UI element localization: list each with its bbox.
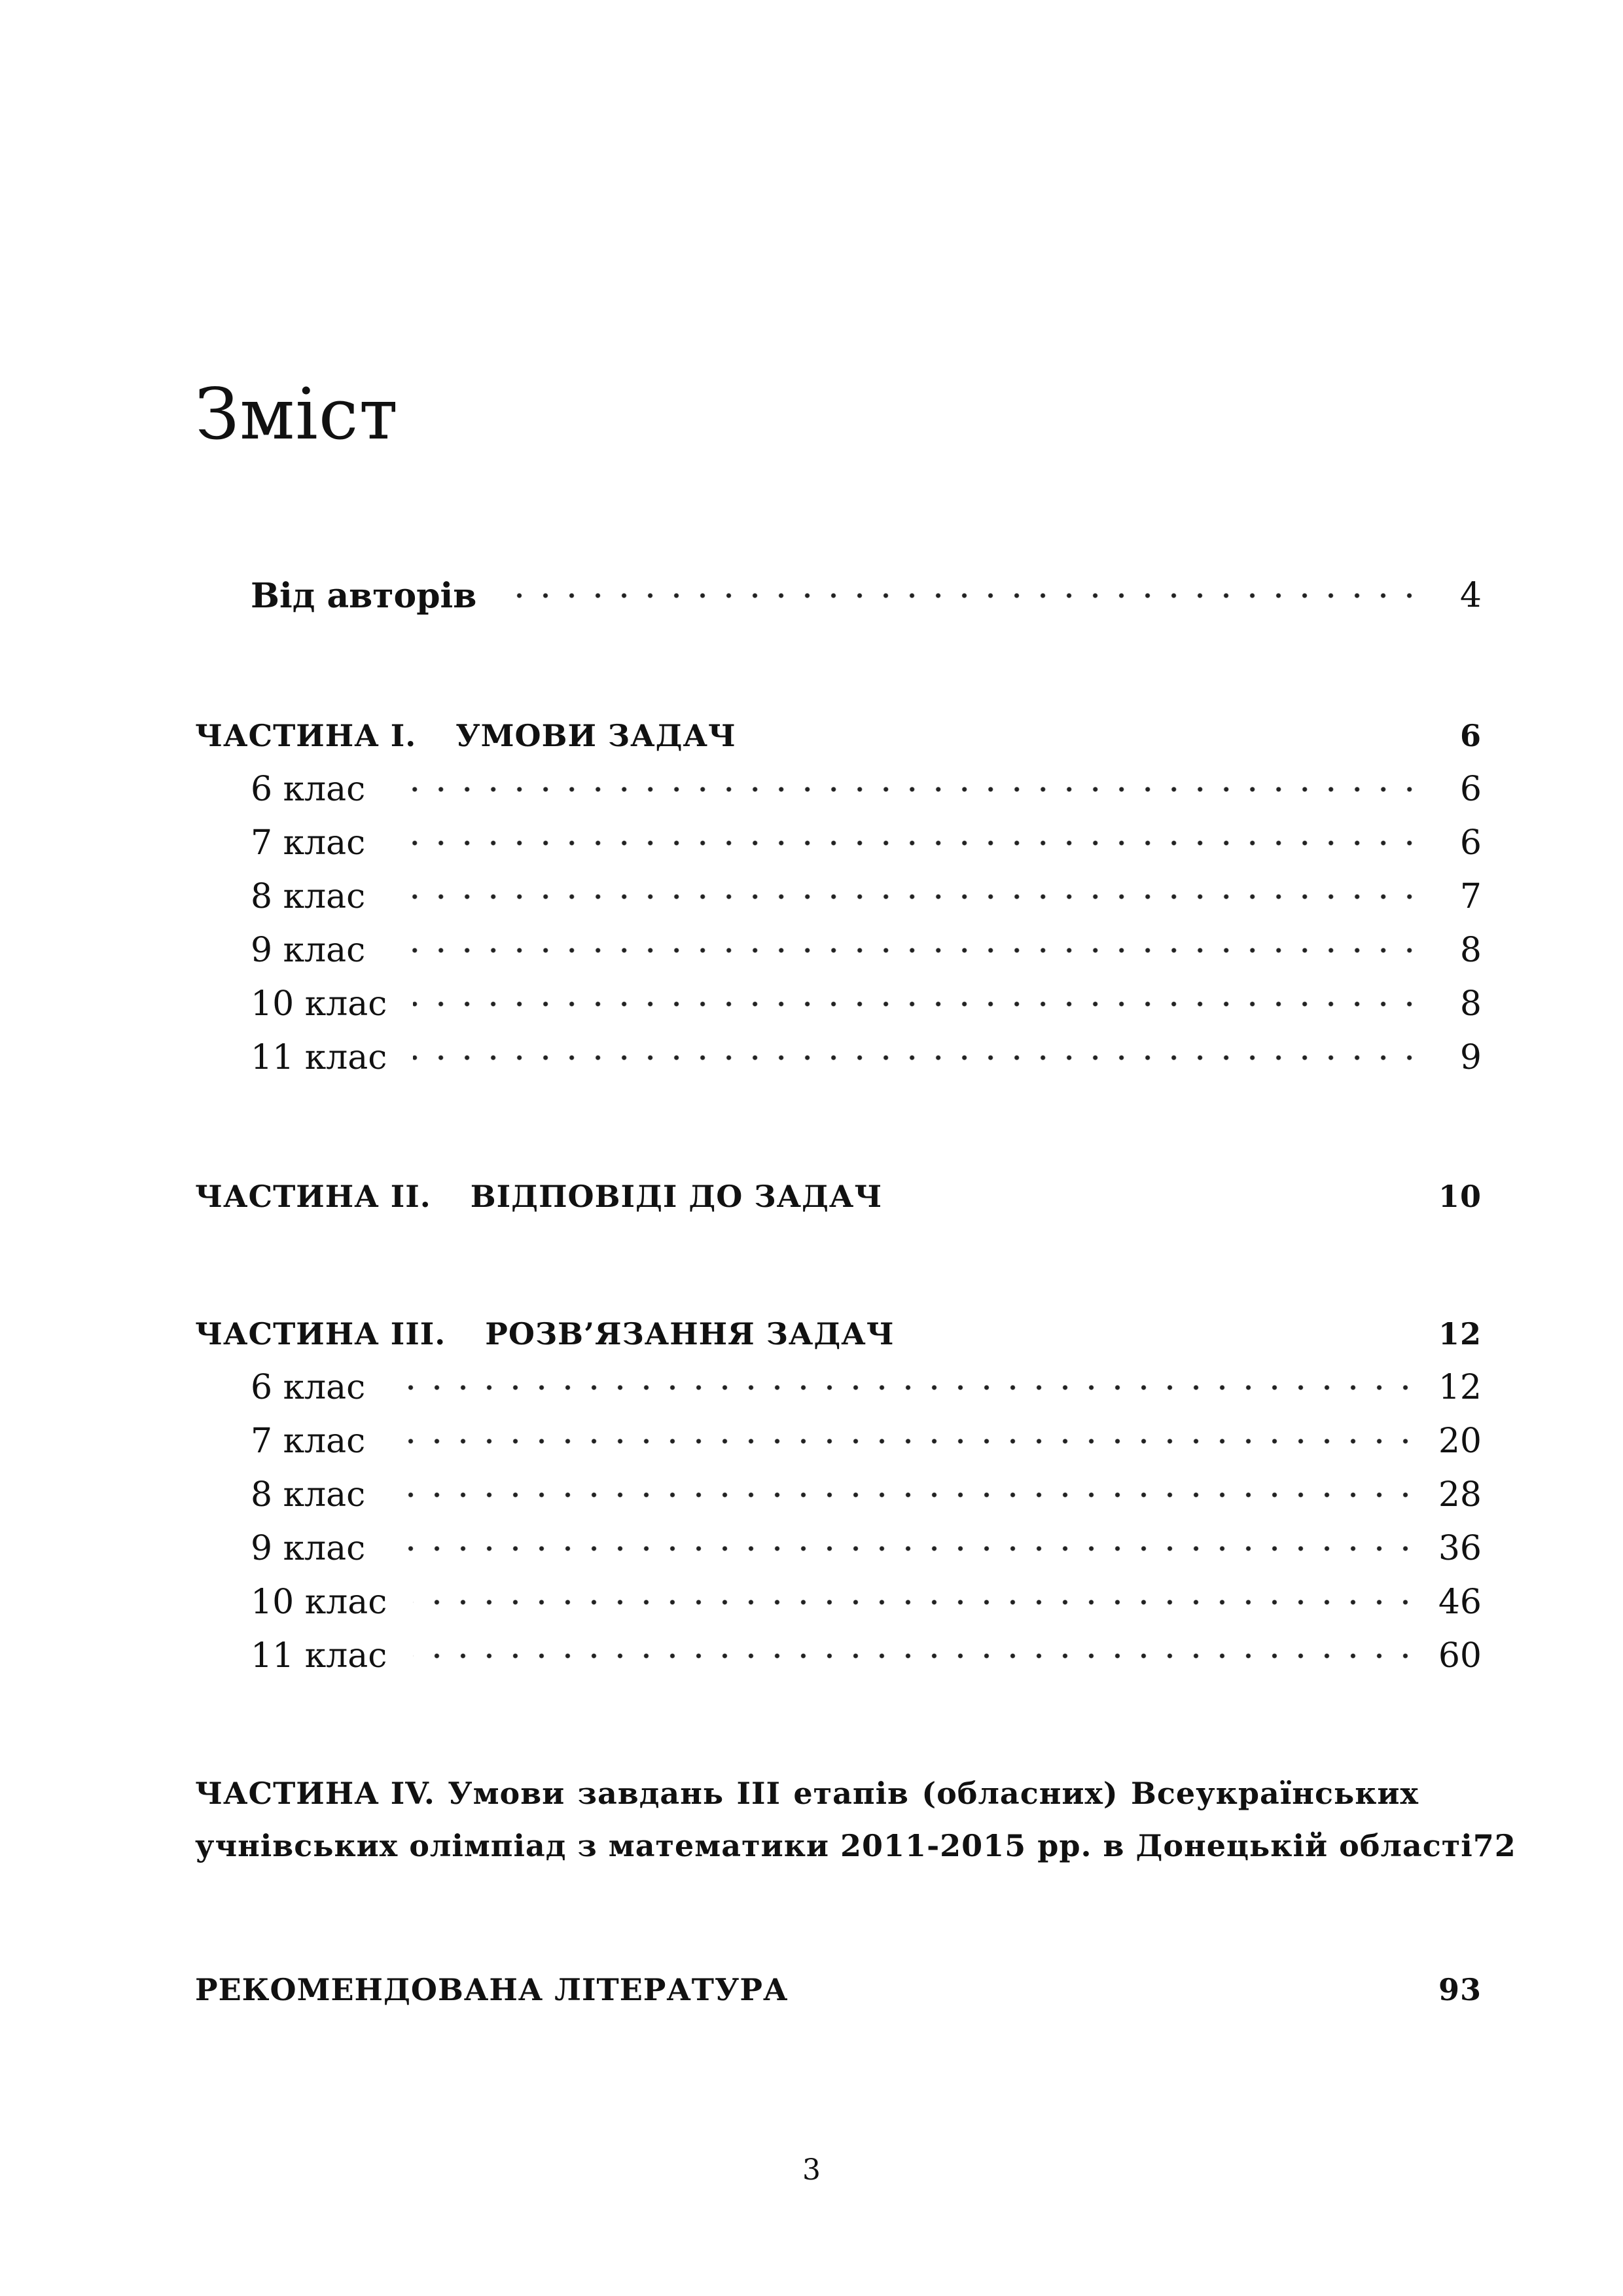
part-title-word: етапів xyxy=(793,1776,910,1811)
toc-entry-page: 6 xyxy=(1459,770,1482,809)
dot-leader xyxy=(391,941,1423,960)
part-page: 72 xyxy=(1472,1828,1516,1863)
dot-leader xyxy=(413,1048,1423,1067)
toc-entry-part1-class[interactable] xyxy=(251,978,1482,1030)
toc-entry-page: 8 xyxy=(1459,931,1482,970)
toc-entry-part3-class[interactable] xyxy=(251,1630,1482,1682)
dot-leader xyxy=(391,1485,1419,1505)
toc-entry-label: 9 клас xyxy=(251,931,366,970)
toc-literature[interactable] xyxy=(195,1964,1482,2016)
toc-entry-part3-class[interactable] xyxy=(251,1576,1482,1628)
part-page: 12 xyxy=(1438,1316,1482,1352)
toc-entry-label: 9 клас xyxy=(251,1529,366,1568)
literature-page: 93 xyxy=(1438,1972,1482,2007)
toc-entry-label: 11 клас xyxy=(251,1636,387,1676)
toc-entry-part3-class[interactable] xyxy=(251,1469,1482,1521)
dot-leader xyxy=(413,1592,1418,1612)
toc-entry-label: 7 клас xyxy=(251,823,366,863)
part-title-word: III xyxy=(736,1776,781,1811)
toc-entry-part3-class[interactable] xyxy=(251,1415,1482,1467)
dot-leader xyxy=(413,994,1423,1014)
toc-entry-page: 8 xyxy=(1459,984,1482,1024)
part-number: ЧАСТИНА III. xyxy=(195,1316,446,1352)
toc-entry-label: 6 клас xyxy=(251,770,366,809)
toc-entry-label: 10 клас xyxy=(251,1583,387,1622)
part-title: УМОВИ ЗАДАЧ xyxy=(455,718,736,753)
toc-entry-part1-class[interactable] xyxy=(251,870,1482,923)
toc-entry-page: 60 xyxy=(1438,1636,1482,1676)
part-title: РОЗВ’ЯЗАННЯ ЗАДАЧ xyxy=(485,1316,895,1352)
toc-entry-label: 7 клас xyxy=(251,1422,366,1461)
part4-second-line xyxy=(195,1820,1516,1872)
part-title-continuation: учнівських олімпіад з математики 2011-2015 рр. в Донецькій області xyxy=(195,1828,1473,1863)
toc-entry-part1-class[interactable] xyxy=(251,817,1482,869)
toc-title: Зміст xyxy=(195,374,399,456)
literature-title: РЕКОМЕНДОВАНА ЛІТЕРАТУРА xyxy=(195,1972,789,2007)
dot-leader xyxy=(413,1646,1418,1666)
toc-entry-page: 6 xyxy=(1459,823,1482,863)
part-title: ВІДПОВІДІ ДО ЗАДАЧ xyxy=(470,1179,883,1214)
part-title-word: (обласних) xyxy=(921,1776,1118,1811)
part-number: ЧАСТИНА II. xyxy=(195,1179,431,1214)
toc-entry-page: 28 xyxy=(1438,1475,1482,1515)
part-title-word: Всеукраїнських xyxy=(1131,1776,1419,1811)
toc-entry-part1-class[interactable] xyxy=(251,924,1482,977)
part-number: ЧАСТИНА IV. xyxy=(195,1776,435,1811)
toc-part-4[interactable] xyxy=(195,1767,1516,1872)
toc-part-2[interactable] xyxy=(195,1170,1482,1223)
toc-entry-page: 4 xyxy=(1459,576,1482,615)
toc-entry-label: 11 клас xyxy=(251,1038,387,1077)
part4-first-line xyxy=(195,1767,1419,1820)
part-page: 6 xyxy=(1459,718,1482,753)
dot-leader xyxy=(391,833,1423,853)
toc-part-1[interactable] xyxy=(195,709,1482,762)
toc-entry-page: 20 xyxy=(1438,1422,1482,1461)
toc-entry-label: 8 клас xyxy=(251,1475,366,1515)
toc-entry-label: 10 клас xyxy=(251,984,387,1024)
toc-entry-from-authors[interactable] xyxy=(251,569,1482,622)
toc-entry-page: 46 xyxy=(1438,1583,1482,1622)
toc-entry-page: 36 xyxy=(1438,1529,1482,1568)
dot-leader xyxy=(503,586,1423,605)
toc-entry-part3-class[interactable] xyxy=(251,1522,1482,1575)
page-number: 3 xyxy=(802,2153,821,2187)
toc-entry-part1-class[interactable] xyxy=(251,763,1482,816)
toc-entry-label: 6 клас xyxy=(251,1368,366,1407)
dot-leader xyxy=(391,1539,1419,1558)
dot-leader xyxy=(391,1431,1419,1451)
dot-leader xyxy=(391,780,1423,799)
toc-entry-label: Від авторів xyxy=(251,575,477,616)
dot-leader xyxy=(391,1378,1419,1397)
dot-leader xyxy=(391,887,1423,906)
part-title-word: Умови xyxy=(448,1776,565,1811)
toc-entry-page: 9 xyxy=(1459,1038,1482,1077)
toc-entry-part1-class[interactable] xyxy=(251,1031,1482,1084)
toc-entry-page: 12 xyxy=(1438,1368,1482,1407)
toc-entry-page: 7 xyxy=(1459,877,1482,916)
part-page: 10 xyxy=(1438,1179,1482,1214)
toc-entry-part3-class[interactable] xyxy=(251,1361,1482,1414)
toc-entry-label: 8 клас xyxy=(251,877,366,916)
toc-part-3[interactable] xyxy=(195,1308,1482,1360)
part-number: ЧАСТИНА I. xyxy=(195,718,417,753)
part-title-word: завдань xyxy=(577,1776,724,1811)
